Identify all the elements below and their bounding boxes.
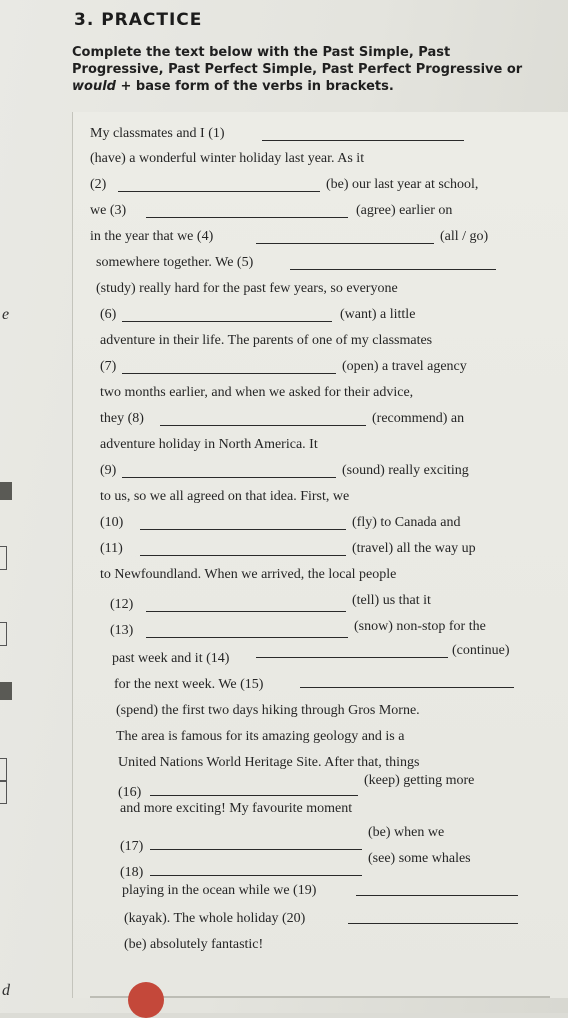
text-line: (study) really hard for the past few years, so everyone (96, 281, 398, 296)
answer-blank-2[interactable] (118, 191, 320, 192)
exercise-instructions (72, 44, 542, 95)
text-line: (kayak). The whole holiday (20) (124, 911, 306, 926)
text-line: (continue) (452, 643, 510, 658)
answer-blank-1[interactable] (262, 140, 464, 141)
text-line: to Newfoundland. When we arrived, the local people (100, 567, 397, 582)
answer-blank-3[interactable] (146, 217, 348, 218)
answer-blank-11[interactable] (140, 555, 346, 556)
answer-blank-12[interactable] (146, 611, 346, 612)
answer-blank-5[interactable] (290, 269, 496, 270)
answer-blank-16[interactable] (150, 795, 358, 796)
text-line: (11) (100, 541, 123, 556)
text-line: playing in the ocean while we (19) (122, 883, 317, 898)
text-line: (snow) non-stop for the (354, 619, 486, 634)
answer-blank-20[interactable] (348, 923, 518, 924)
text-line: for the next week. We (15) (114, 677, 264, 692)
text-line: somewhere together. We (5) (96, 255, 254, 270)
text-line: (tell) us that it (352, 593, 431, 608)
margin-strip (0, 682, 12, 700)
margin-bracket (0, 758, 7, 782)
text-line: (be) absolutely fantastic! (124, 937, 264, 952)
text-line: (agree) earlier on (356, 203, 453, 218)
text-line: adventure holiday in North America. It (100, 437, 318, 452)
answer-blank-9[interactable] (122, 477, 336, 478)
text-line: My classmates and I (1) (90, 126, 225, 141)
answer-blank-7[interactable] (122, 373, 336, 374)
text-line: past week and it (14) (112, 651, 230, 666)
text-line: United Nations World Heritage Site. After that, things (118, 755, 420, 770)
text-line: (16) (118, 785, 142, 800)
answer-blank-13[interactable] (146, 637, 348, 638)
margin-letter: e (2, 306, 10, 323)
margin-strip (0, 482, 12, 500)
text-line: (18) (120, 865, 144, 880)
margin-bracket (0, 622, 7, 646)
text-line: (10) (100, 515, 124, 530)
instructions-would: would (72, 79, 116, 94)
text-line: to us, so we all agreed on that idea. First, we (100, 489, 350, 504)
answer-blank-4[interactable] (256, 243, 434, 244)
instructions-part1: Complete the text below with the Past Simple, Past Progressive, Past Perfect Simple, Past Perfect Progressive or (72, 45, 523, 77)
answer-blank-14[interactable] (256, 657, 448, 658)
text-line: (be) our last year at school, (326, 177, 479, 192)
answer-blank-18[interactable] (150, 875, 362, 876)
text-line: (2) (90, 177, 107, 192)
text-line: two months earlier, and when we asked for their advice, (100, 385, 414, 400)
text-line: (fly) to Canada and (352, 515, 461, 530)
text-line: (spend) the first two days hiking through Gros Morne. (116, 703, 420, 718)
answer-blank-17[interactable] (150, 849, 362, 850)
text-line: they (8) (100, 411, 144, 426)
text-line: (13) (110, 623, 134, 638)
text-line: and more exciting! My favourite moment (120, 801, 353, 816)
text-line: (be) when we (368, 825, 445, 840)
margin-bracket (0, 780, 7, 804)
text-line: (12) (110, 597, 134, 612)
text-line: (keep) getting more (364, 773, 475, 788)
text-line: (sound) really exciting (342, 463, 469, 478)
section-heading: 3. PRACTICE (74, 10, 203, 30)
text-line: (open) a travel agency (342, 359, 467, 374)
text-line: (recommend) an (372, 411, 465, 426)
text-line: (all / go) (440, 229, 489, 244)
text-line: (17) (120, 839, 144, 854)
text-line: (have) a wonderful winter holiday last year. As it (90, 151, 365, 166)
instructions-part2: + base form of the verbs in brackets. (115, 79, 394, 94)
text-line: (want) a little (340, 307, 416, 322)
answer-blank-8[interactable] (160, 425, 366, 426)
text-line: adventure in their life. The parents of one of my classmates (100, 333, 433, 348)
text-line: (see) some whales (368, 851, 471, 866)
text-line: (6) (100, 307, 117, 322)
text-line: (9) (100, 463, 117, 478)
margin-bracket (0, 546, 7, 570)
answer-blank-19[interactable] (356, 895, 518, 896)
answer-blank-15[interactable] (300, 687, 514, 688)
answer-blank-6[interactable] (122, 321, 332, 322)
answer-blank-10[interactable] (140, 529, 346, 530)
text-line: in the year that we (4) (90, 229, 214, 244)
text-line: (7) (100, 359, 117, 374)
margin-letter: d (2, 982, 10, 999)
text-line: The area is famous for its amazing geology and is a (116, 729, 405, 744)
text-line: (travel) all the way up (352, 541, 476, 556)
text-line: we (3) (90, 203, 127, 218)
